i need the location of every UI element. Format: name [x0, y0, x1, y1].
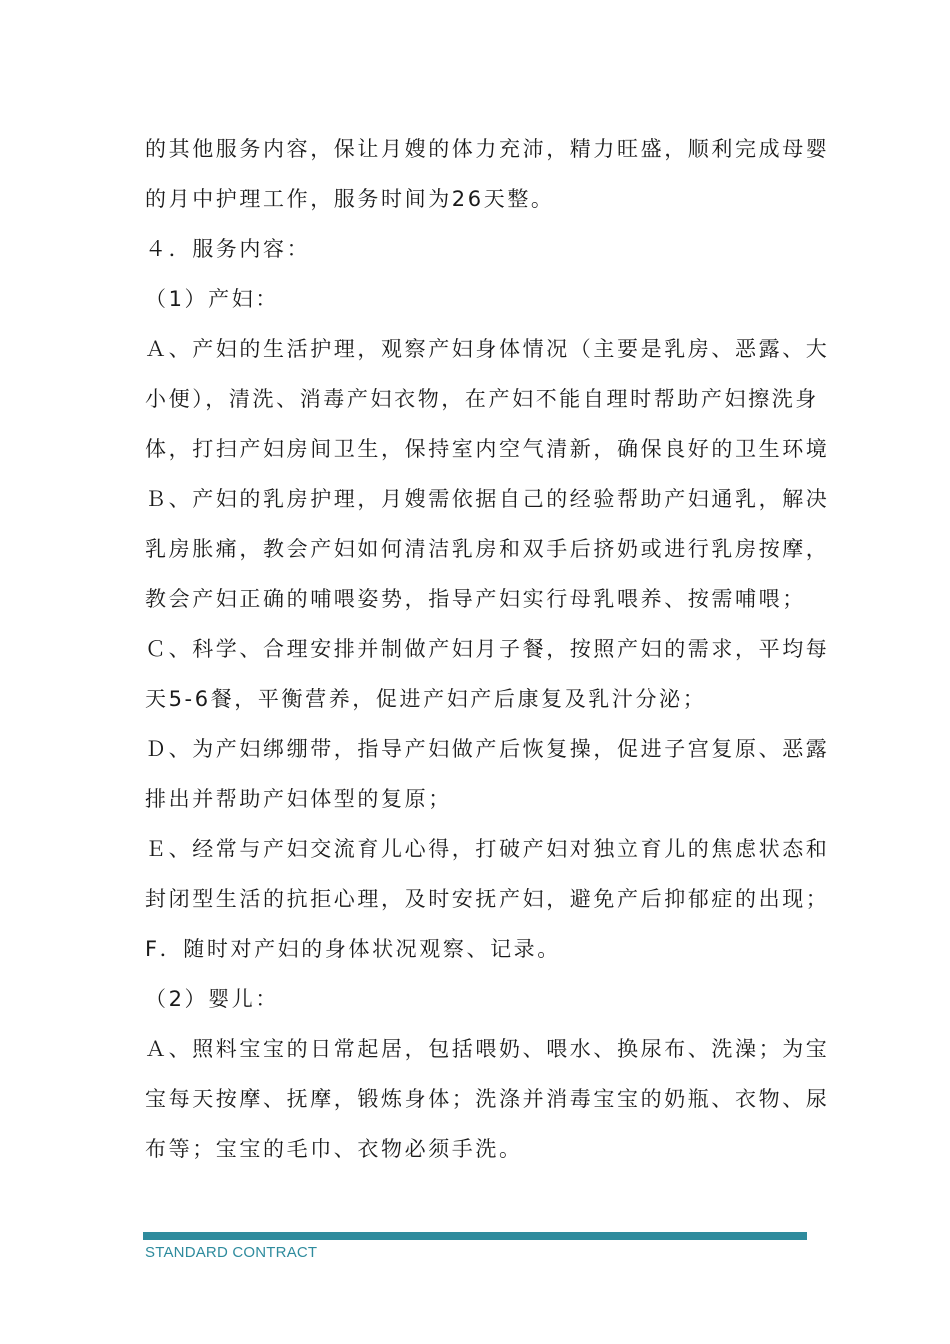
body-line: 教会产妇正确的哺喂姿势，指导产妇实行母乳喂养、按需哺喂； — [145, 587, 806, 611]
subsection-heading: （1）产妇： — [145, 287, 279, 311]
body-line: Ｂ、产妇的乳房护理，月嫂需依据自己的经验帮助产妇通乳，解决 — [145, 487, 830, 511]
body-line: F．随时对产妇的身体状况观察、记录。 — [145, 937, 561, 961]
body-line: 排出并帮助产妇体型的复原； — [145, 787, 452, 811]
body-line: 封闭型生活的抗拒心理，及时安抚产妇，避免产后抑郁症的出现； — [145, 887, 830, 911]
document-body — [145, 124, 830, 1174]
subsection-heading: （2）婴儿： — [145, 987, 279, 1011]
body-line: Ａ、产妇的生活护理，观察产妇身体情况（主要是乳房、恶露、大 — [145, 337, 830, 361]
body-line: Ａ、照料宝宝的日常起居，包括喂奶、喂水、换尿布、洗澡；为宝 — [145, 1037, 830, 1061]
body-line: 宝每天按摩、抚摩，锻炼身体；洗涤并消毒宝宝的奶瓶、衣物、尿 — [145, 1087, 830, 1111]
section-heading: ４．服务内容： — [145, 237, 311, 261]
body-line: 小便），清洗、消毒产妇衣物，在产妇不能自理时帮助产妇擦洗身 — [145, 387, 819, 411]
body-line: 体，打扫产妇房间卫生，保持室内空气清新，确保良好的卫生环境 — [145, 437, 830, 461]
footer-rule — [143, 1232, 807, 1240]
body-line: 的其他服务内容，保让月嫂的体力充沛，精力旺盛，顺利完成母婴 — [145, 137, 830, 161]
body-line: Ｄ、为产妇绑绷带，指导产妇做产后恢复操，促进子宫复原、恶露 — [145, 737, 830, 761]
body-line: 布等；宝宝的毛巾、衣物必须手洗。 — [145, 1137, 523, 1161]
body-line: 的月中护理工作，服务时间为26天整。 — [145, 187, 555, 211]
footer-label: STANDARD CONTRACT — [145, 1244, 318, 1261]
body-line: 乳房胀痛，教会产妇如何清洁乳房和双手后挤奶或进行乳房按摩， — [145, 537, 830, 561]
body-line: Ｅ、经常与产妇交流育儿心得，打破产妇对独立育儿的焦虑状态和 — [145, 837, 830, 861]
body-line: Ｃ、科学、合理安排并制做产妇月子餐，按照产妇的需求，平均每 — [145, 637, 830, 661]
body-line: 天5-6餐，平衡营养，促进产妇产后康复及乳汁分泌； — [145, 687, 707, 711]
